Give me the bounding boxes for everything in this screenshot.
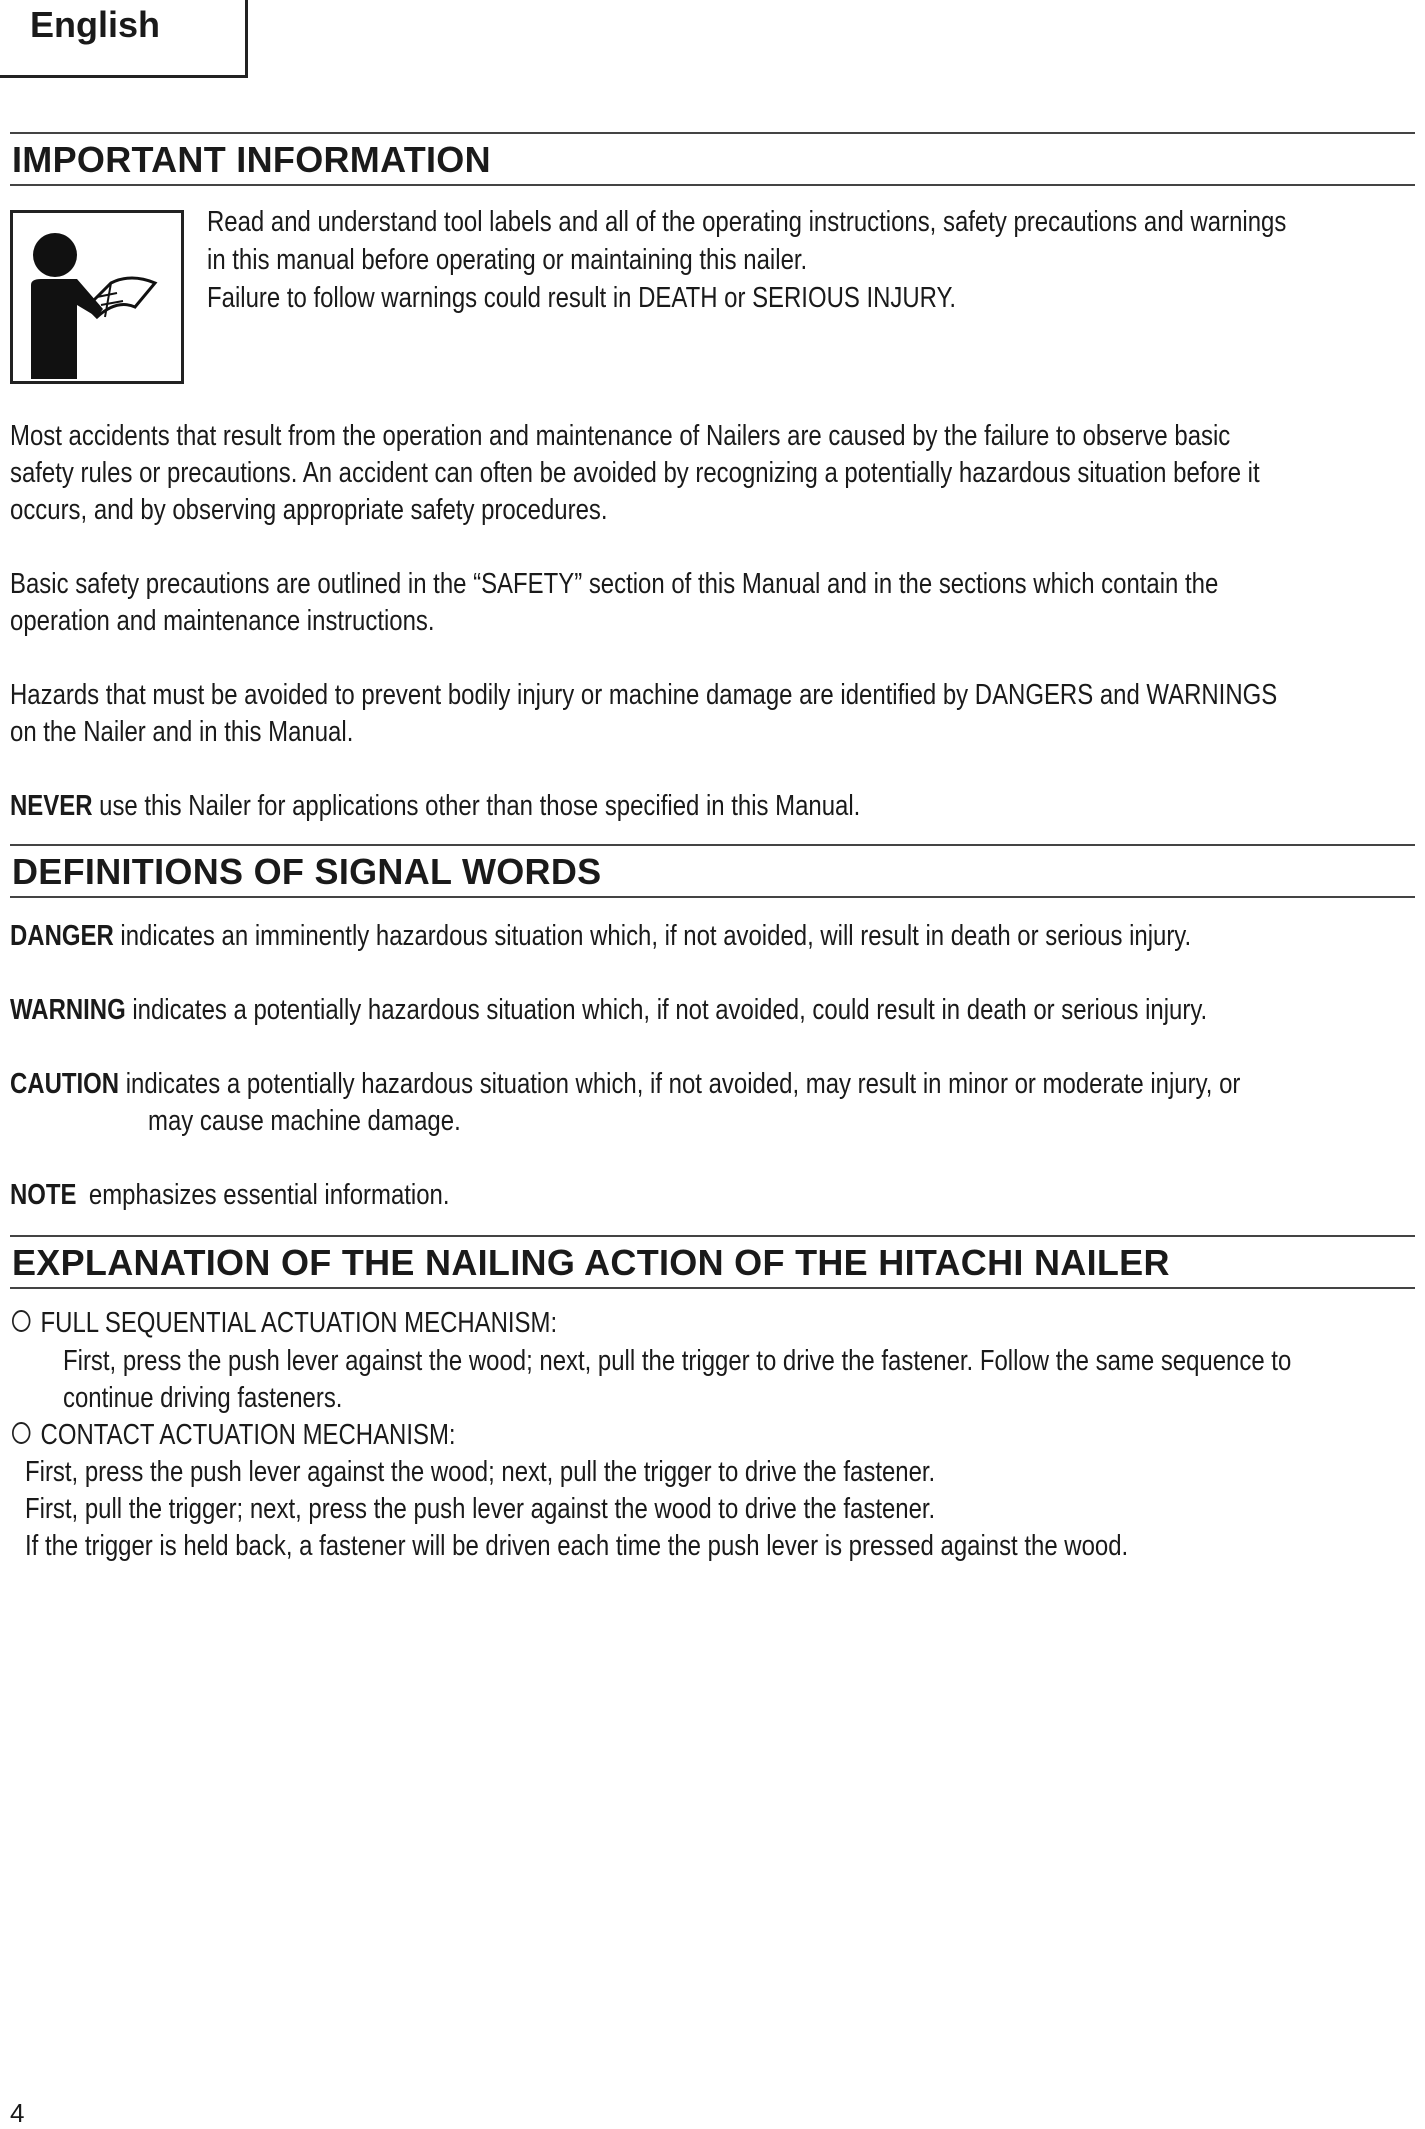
caution-text: indicates a potentially hazardous situation which, if not avoided, may result in minor or moderate injury, or bbox=[125, 1068, 1241, 1100]
caution-text-continued: may cause machine damage. bbox=[148, 1105, 461, 1137]
definition-caution bbox=[10, 1066, 1240, 1103]
paragraph-3-line-2: on the Nailer and in this Manual. bbox=[10, 716, 354, 748]
full-sequential-line-2: continue driving fasteners. bbox=[63, 1382, 343, 1414]
caution-label: CAUTION bbox=[10, 1068, 120, 1100]
contact-line-3: If the trigger is held back, a fastener will be driven each time the push lever is pressed against the wood. bbox=[25, 1530, 1129, 1562]
definition-danger bbox=[10, 918, 1191, 955]
danger-text: indicates an imminently hazardous situation which, if not avoided, will result in death or serious injury. bbox=[120, 920, 1192, 952]
contact-actuation-heading: CONTACT ACTUATION MECHANISM: bbox=[12, 1417, 456, 1454]
warning-label: WARNING bbox=[10, 994, 126, 1026]
circle-bullet-icon bbox=[12, 1310, 30, 1332]
contact-line-1: First, press the push lever against the wood; next, pull the trigger to drive the fastener. bbox=[25, 1456, 936, 1488]
read-manual-icon bbox=[10, 210, 184, 384]
note-text: emphasizes essential information. bbox=[88, 1179, 450, 1211]
paragraph-3-line-1: Hazards that must be avoided to prevent bodily injury or machine damage are identified by DANGERS and WARNINGS bbox=[10, 679, 1278, 711]
full-sequential-heading: FULL SEQUENTIAL ACTUATION MECHANISM: bbox=[12, 1305, 557, 1342]
warning-text: indicates a potentially hazardous situation which, if not avoided, could result in death or serious injury. bbox=[132, 994, 1208, 1026]
definition-warning bbox=[10, 992, 1207, 1029]
full-sequential-line-1: First, press the push lever against the wood; next, pull the trigger to drive the fastener. Follow the same sequence to bbox=[63, 1345, 1292, 1377]
section-heading-nailing-action: EXPLANATION OF THE NAILING ACTION OF THE HITACHI NAILER bbox=[10, 1235, 1415, 1289]
paragraph-2-line-1: Basic safety precautions are outlined in the “SAFETY” section of this Manual and in the sections which contain the bbox=[10, 568, 1219, 600]
never-statement bbox=[10, 788, 860, 825]
section-heading-signal-words: DEFINITIONS OF SIGNAL WORDS bbox=[10, 844, 1415, 898]
circle-bullet-icon bbox=[12, 1422, 30, 1444]
language-label: English bbox=[30, 4, 161, 45]
contact-line-2: First, pull the trigger; next, press the push lever against the wood to drive the fastener. bbox=[25, 1493, 936, 1525]
page-number: 4 bbox=[10, 2098, 25, 2128]
paragraph-1-line-3: occurs, and by observing appropriate safety procedures. bbox=[10, 494, 608, 526]
paragraph-1-line-1: Most accidents that result from the operation and maintenance of Nailers are caused by the failure to observe basic bbox=[10, 420, 1231, 452]
never-word: NEVER bbox=[10, 790, 93, 822]
note-label: NOTE bbox=[10, 1179, 77, 1211]
definition-note bbox=[10, 1177, 450, 1214]
intro-line-1: Read and understand tool labels and all of the operating instructions, safety precautions and warnings bbox=[207, 206, 1287, 238]
danger-label: DANGER bbox=[10, 920, 114, 952]
never-text: use this Nailer for applications other than those specified in this Manual. bbox=[99, 790, 861, 822]
paragraph-1-line-2: safety rules or precautions. An accident can often be avoided by recognizing a potentially hazardous situation before it bbox=[10, 457, 1260, 489]
intro-line-2: in this manual before operating or maintaining this nailer. bbox=[207, 244, 808, 276]
language-tab bbox=[0, 0, 248, 78]
paragraph-2-line-2: operation and maintenance instructions. bbox=[10, 605, 435, 637]
section-heading-important-information: IMPORTANT INFORMATION bbox=[10, 132, 1415, 186]
intro-line-3: Failure to follow warnings could result in DEATH or SERIOUS INJURY. bbox=[207, 282, 957, 314]
